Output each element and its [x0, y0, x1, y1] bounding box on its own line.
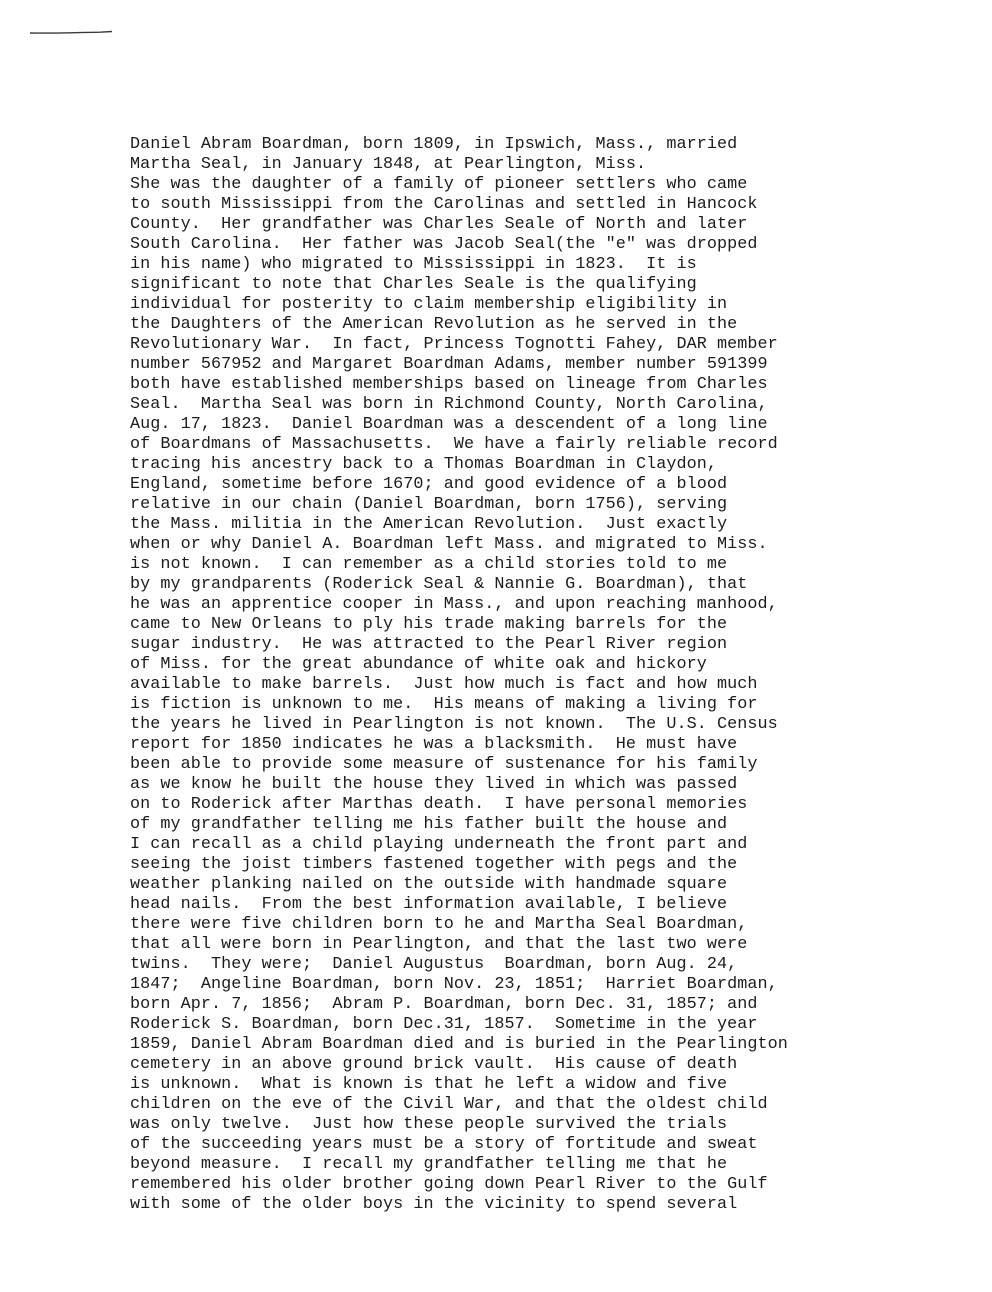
text-line: Seal. Martha Seal was born in Richmond County, North Carolina, — [130, 395, 768, 414]
text-line: children on the eve of the Civil War, and that the oldest child — [130, 1095, 768, 1114]
text-line: when or why Daniel A. Boardman left Mass. and migrated to Miss. — [130, 535, 768, 554]
text-line: came to New Orleans to ply his trade making barrels for the — [130, 615, 728, 634]
text-line: of my grandfather telling me his father built the house and — [130, 815, 728, 834]
text-line: to south Mississippi from the Carolinas and settled in Hancock — [130, 195, 758, 214]
text-line: relative in our chain (Daniel Boardman, born 1756), serving — [130, 495, 728, 514]
text-line: of the succeeding years must be a story of fortitude and sweat — [130, 1135, 758, 1154]
text-line: Martha Seal, in January 1848, at Pearlington, Miss. — [130, 155, 647, 174]
text-line: She was the daughter of a family of pioneer settlers who came — [130, 175, 748, 194]
text-line: Roderick S. Boardman, born Dec.31, 1857. Sometime in the year — [130, 1015, 758, 1034]
text-line: I can recall as a child playing underneath the front part and — [130, 835, 748, 854]
text-line: individual for posterity to claim membership eligibility in — [130, 295, 728, 314]
text-line: that all were born in Pearlington, and that the last two were — [130, 935, 748, 954]
text-line: beyond measure. I recall my grandfather telling me that he — [130, 1155, 728, 1174]
text-line: was only twelve. Just how these people survived the trials — [130, 1115, 728, 1134]
text-line: by my grandparents (Roderick Seal & Nannie G. Boardman), that — [130, 575, 748, 594]
text-line: the Daughters of the American Revolution as he served in the — [130, 315, 738, 334]
text-line: with some of the older boys in the vicinity to spend several — [130, 1195, 738, 1214]
text-line: of Miss. for the great abundance of white oak and hickory — [130, 655, 707, 674]
text-line: weather planking nailed on the outside with handmade square — [130, 875, 728, 894]
text-line: 1859, Daniel Abram Boardman died and is buried in the Pearlington — [130, 1035, 788, 1054]
text-line: significant to note that Charles Seale is the qualifying — [130, 275, 697, 294]
text-line: in his name) who migrated to Mississippi in 1823. It is — [130, 255, 697, 274]
text-line: 1847; Angeline Boardman, born Nov. 23, 1851; Harriet Boardman, — [130, 975, 778, 994]
text-line: twins. They were; Daniel Augustus Boardman, born Aug. 24, — [130, 955, 738, 974]
typed-body-text — [130, 135, 930, 1215]
text-line: Daniel Abram Boardman, born 1809, in Ipswich, Mass., married — [130, 135, 738, 154]
text-line: the Mass. militia in the American Revolution. Just exactly — [130, 515, 728, 534]
text-line: born Apr. 7, 1856; Abram P. Boardman, born Dec. 31, 1857; and — [130, 995, 758, 1014]
corner-pen-mark — [30, 30, 112, 35]
text-line: Revolutionary War. In fact, Princess Tognotti Fahey, DAR member — [130, 335, 778, 354]
text-line: the years he lived in Pearlington is not known. The U.S. Census — [130, 715, 778, 734]
text-line: number 567952 and Margaret Boardman Adams, member number 591399 — [130, 355, 768, 374]
text-line: on to Roderick after Marthas death. I have personal memories — [130, 795, 748, 814]
text-line: County. Her grandfather was Charles Seale of North and later — [130, 215, 748, 234]
text-line: been able to provide some measure of sustenance for his family — [130, 755, 758, 774]
text-line: is not known. I can remember as a child stories told to me — [130, 555, 728, 574]
text-line: is fiction is unknown to me. His means of making a living for — [130, 695, 758, 714]
text-line: seeing the joist timbers fastened together with pegs and the — [130, 855, 738, 874]
text-line: is unknown. What is known is that he left a widow and five — [130, 1075, 728, 1094]
text-line: available to make barrels. Just how much is fact and how much — [130, 675, 758, 694]
text-line: report for 1850 indicates he was a blacksmith. He must have — [130, 735, 738, 754]
text-line: of Boardmans of Massachusetts. We have a fairly reliable record — [130, 435, 778, 454]
text-line: remembered his older brother going down Pearl River to the Gulf — [130, 1175, 768, 1194]
text-line: cemetery in an above ground brick vault. His cause of death — [130, 1055, 738, 1074]
text-line: Aug. 17, 1823. Daniel Boardman was a descendent of a long line — [130, 415, 768, 434]
text-line: as we know he built the house they lived in which was passed — [130, 775, 738, 794]
text-line: there were five children born to he and Martha Seal Boardman, — [130, 915, 748, 934]
text-line: sugar industry. He was attracted to the Pearl River region — [130, 635, 728, 654]
text-line: South Carolina. Her father was Jacob Seal(the "e" was dropped — [130, 235, 758, 254]
text-line: both have established memberships based on lineage from Charles — [130, 375, 768, 394]
text-line: England, sometime before 1670; and good evidence of a blood — [130, 475, 728, 494]
text-line: tracing his ancestry back to a Thomas Boardman in Claydon, — [130, 455, 717, 474]
text-line: he was an apprentice cooper in Mass., and upon reaching manhood, — [130, 595, 778, 614]
text-line: head nails. From the best information available, I believe — [130, 895, 728, 914]
